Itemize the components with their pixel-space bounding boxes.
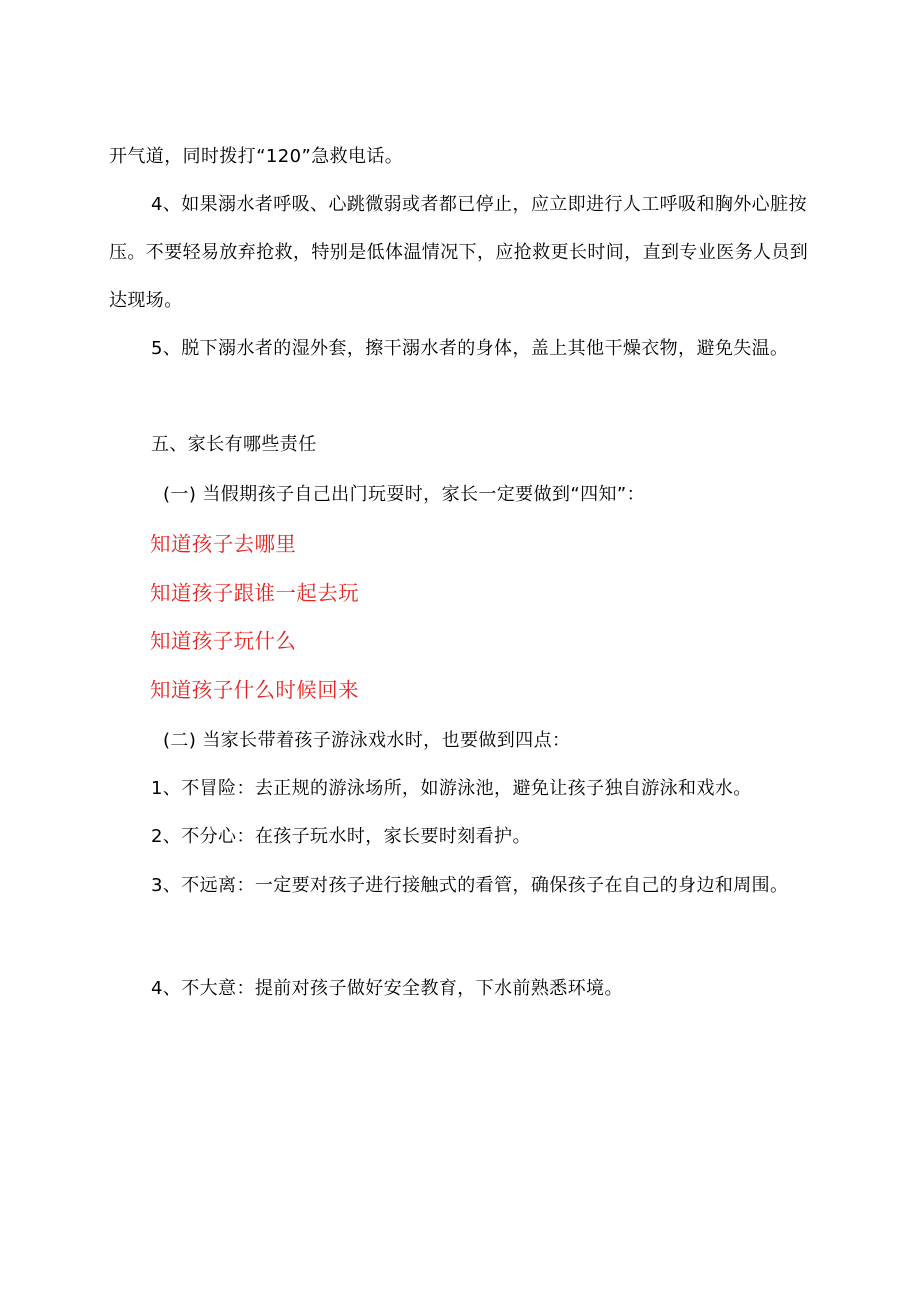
four-knows-item: 知道孩子什么时候回来 — [150, 678, 359, 702]
four-knows-item: 知道孩子跟谁一起去玩 — [150, 581, 359, 605]
point-no-carelessness: 4、不大意：提前对孩子做好安全教育，下水前熟悉环境。 — [151, 978, 623, 999]
point-no-risk: 1、不冒险：去正规的游泳场所，如游泳池，避免让孩子独自游泳和戏水。 — [151, 778, 752, 799]
subsection-four-knows-intro: (一) 当假期孩子自己出门玩耍时，家长一定要做到“四知”： — [163, 484, 646, 505]
paragraph-cpr: 4、如果溺水者呼吸、心跳微弱或者都已停止，应立即进行人工呼吸和胸外心脏按压。不要轻易放弃抢救，特别是低体温情况下，应抢救更长时间，直到专业医务人员到达现场。 — [109, 194, 809, 311]
point-stay-close: 3、不远离：一定要对孩子进行接触式的看管，确保孩子在自己的身边和周围。 — [151, 875, 789, 896]
subsection-four-points-intro: (二) 当家长带着孩子游泳戏水时，也要做到四点： — [163, 730, 571, 751]
paragraph-remove-wet-clothes: 5、脱下溺水者的湿外套，擦干溺水者的身体，盖上其他干燥衣物，避免失温。 — [151, 338, 789, 359]
section-heading-parent-responsibilities: 五、家长有哪些责任 — [151, 434, 317, 455]
paragraph-open-airway: 开气道，同时拨打“120”急救电话。 — [109, 146, 404, 167]
four-knows-item: 知道孩子去哪里 — [150, 532, 297, 556]
point-no-distraction: 2、不分心：在孩子玩水时，家长要时刻看护。 — [151, 826, 531, 847]
four-knows-item: 知道孩子玩什么 — [150, 629, 297, 653]
